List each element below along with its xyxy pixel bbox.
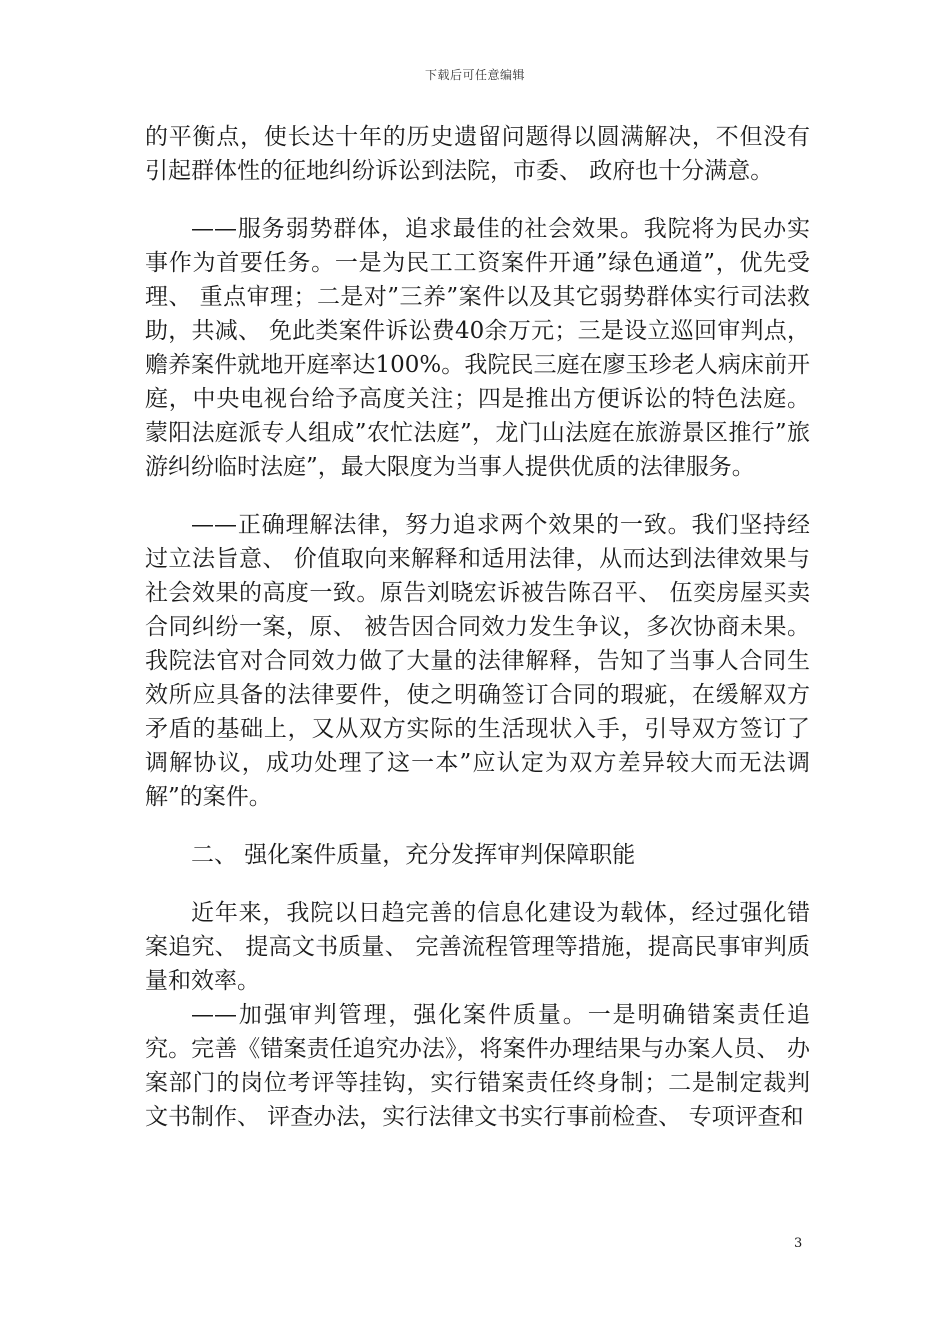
- paragraph-recent-years: 近年来，我院以日趋完善的信息化建设为载体，经过强化错案追究、 提高文书质量、 完善流程管理等措施，提高民事审判质量和效率。: [145, 900, 810, 994]
- page-number: 3: [794, 1236, 803, 1251]
- section-heading: 二、 强化案件质量，充分发挥审判保障职能: [191, 842, 636, 868]
- paragraph-trial-management: ——加强审判管理，强化案件质量。一是明确错案责任追究。完善《错案责任追究办法》，将案件办理结果与办案人员、 办案部门的岗位考评等挂钩，实行错案责任终身制；二是制定裁判文书制作、 评查办法，实行法律文书实行事前检查、 专项评查和: [145, 1002, 810, 1130]
- paragraph-legal-understanding: ——正确理解法律，努力追求两个效果的一致。我们坚持经过立法旨意、 价值取向来解释和适用法律，从而达到法律效果与社会效果的高度一致。原告刘晓宏诉被告陈召平、 伍奕房屋买卖合同纠纷一案，原、 被告因合同效力发生争议，多次协商未果。我院法官对合同效力做了大量的法律解释，告知了当事人合同生效所应具备的法律要件，使之明确签订合同的瑕疵，在缓解双方矛盾的基础上，又从双方实际的生活现状入手，引导双方签订了调解协议，成功处理了这一本”应认定为双方差异较大而无法调解”的案件。: [145, 512, 810, 810]
- paragraph-vulnerable-groups: ——服务弱势群体，追求最佳的社会效果。我院将为民办实事作为首要任务。一是为民工工资案件开通”绿色通道”，优先受理、 重点审理；二是对”三养”案件以及其它弱势群体实行司法救助，共减、 免此类案件诉讼费40余万元；三是设立巡回审判点，赡养案件就地开庭率达100%。我院民三庭在廖玉珍老人病床前开庭，中央电视台给予高度关注；四是推出方便诉讼的特色法庭。蒙阳法庭派专人组成”农忙法庭”，龙门山法庭在旅游景区推行”旅游纠纷临时法庭”，最大限度为当事人提供优质的法律服务。: [145, 216, 810, 480]
- paragraph-continuation: 的平衡点，使长达十年的历史遗留问题得以圆满解决，不但没有引起群体性的征地纠纷诉讼到法院，市委、 政府也十分满意。: [145, 124, 810, 184]
- document-body: [145, 120, 810, 1134]
- page-header: 下载后可任意编辑: [424, 68, 525, 82]
